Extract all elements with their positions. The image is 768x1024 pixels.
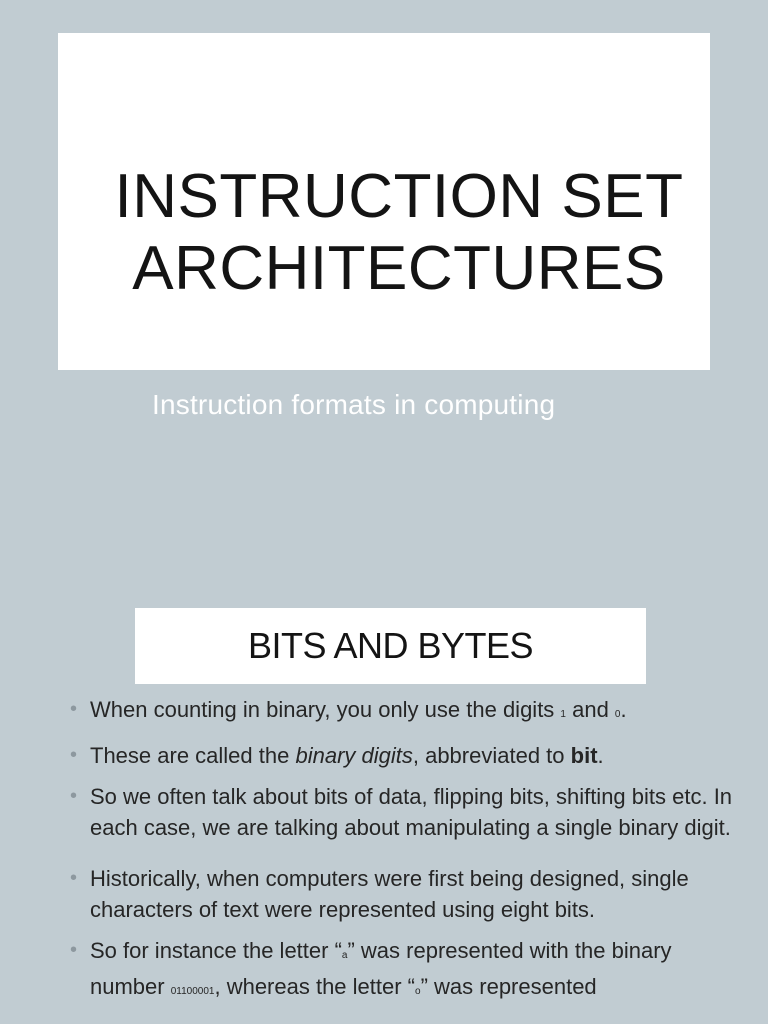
slide-subtitle: Instruction formats in computing (152, 389, 556, 420)
section-header-box (135, 608, 646, 684)
slide-title-line-2: ARCHITECTURES (132, 234, 666, 303)
bullet-dot: • (70, 698, 78, 720)
digit-zero: 0 (614, 709, 621, 720)
bullet-text: These are called the (90, 743, 296, 768)
section-title: BITS AND BYTES (247, 625, 534, 666)
bullet-text: So for instance the letter “ (90, 938, 342, 963)
bullet-text: and (565, 697, 615, 722)
digit-one: 1 (560, 709, 566, 720)
bullet-text: . (597, 743, 604, 768)
bullet-item-2 (70, 740, 740, 771)
bullet-item-5 (70, 935, 740, 1007)
emphasis-text: binary digits (295, 743, 413, 768)
slide-title-line-1: INSTRUCTION SET (114, 162, 684, 231)
bullet-text: Historically, when computers were first being designed, single characters of text were represented using eight bits. (90, 866, 689, 922)
bullet-text: . (620, 697, 627, 722)
bullet-list (70, 694, 740, 1017)
bullet-text: , whereas the letter “ (214, 974, 416, 999)
bullet-item-3 (70, 781, 740, 843)
binary-number: 01100001 (170, 986, 215, 997)
bullet-item-1 (70, 694, 740, 730)
bullet-dot: • (70, 785, 78, 807)
bullet-text: ” was represented with the binary number (90, 938, 672, 999)
title-box (58, 33, 710, 370)
letter-a: a (341, 950, 348, 961)
bullet-text: When counting in binary, you only use the digits (90, 697, 561, 722)
bullet-dot: • (70, 939, 78, 961)
bullet-item-4 (70, 863, 740, 925)
bullet-dot: • (70, 744, 78, 766)
bullet-dot: • (70, 867, 78, 889)
slide-title (58, 161, 710, 305)
bullet-text: , abbreviated to (412, 743, 571, 768)
strong-text: bit (570, 743, 598, 768)
bullet-text: ” was represented (420, 974, 597, 999)
bullet-text: So we often talk about bits of data, flipping bits, shifting bits etc. In each case, we are talking about manipulating a single binary digit. (90, 784, 733, 840)
letter-o: o (415, 986, 421, 997)
